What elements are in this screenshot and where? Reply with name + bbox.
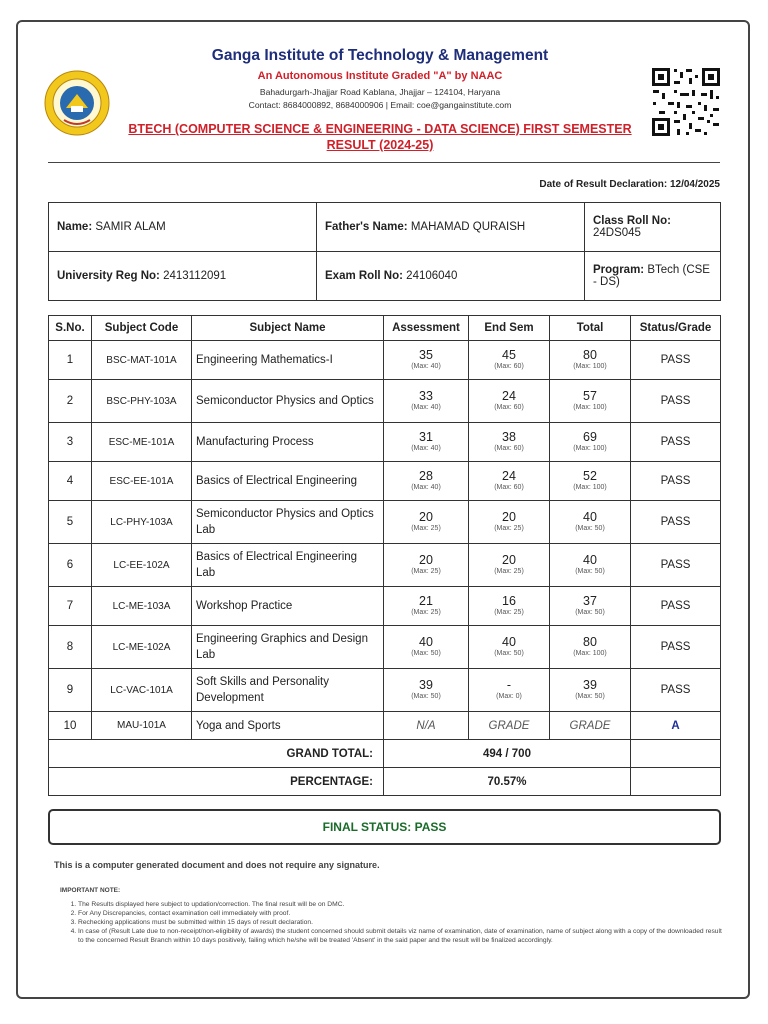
mark-value: 57 [583, 389, 597, 403]
mark-value: 45 [502, 348, 516, 362]
mark-max: (Max: 0) [496, 693, 522, 700]
header-assessment: Assessment [384, 316, 469, 341]
mark-max: (Max: 50) [575, 525, 605, 532]
mark-max: (Max: 100) [573, 445, 607, 452]
field-label: Class Roll No: [593, 215, 671, 227]
mark-max: (Max: 50) [494, 650, 524, 657]
field-label: Father's Name: [325, 221, 408, 233]
table-cell [550, 669, 631, 712]
header-divider [48, 162, 720, 163]
mark-value: 16 [502, 594, 516, 608]
note-item: 4. In case of (Result Late due to non-receipt/non-eligibility of awards) the student concerned should submit details viz name of examination, date of examination, name of subject along with a copy of the downloaded result to the concerned Result Branch within 10 days positively, failing which he/she will be treated 'Absent' in the said paper and the result will be finalized accordingly. [78, 927, 728, 945]
table-row [49, 587, 721, 626]
table-cell: Semiconductor Physics and Optics [192, 380, 384, 423]
table-row [49, 501, 721, 544]
table-cell: LC-PHY-103A [92, 501, 192, 544]
table-row [49, 423, 721, 462]
mark-value: 80 [583, 635, 597, 649]
mark-value: 35 [419, 348, 433, 362]
mark-value: 40 [419, 635, 433, 649]
table-cell: ESC-ME-101A [92, 423, 192, 462]
note-item: 3. Rechecking applications must be submitted within 15 days of result declaration. [78, 918, 728, 927]
table-cell [550, 380, 631, 423]
table-cell: 6 [49, 544, 92, 587]
table-cell: Basics of Electrical Engineering [192, 462, 384, 501]
table-cell: PASS [631, 544, 721, 587]
table-cell [469, 462, 550, 501]
table-cell [469, 626, 550, 669]
mark-max: (Max: 60) [494, 445, 524, 452]
table-cell [469, 380, 550, 423]
header-status: Status/Grade [631, 316, 721, 341]
mark-value: 40 [583, 553, 597, 567]
mark-max: (Max: 25) [411, 525, 441, 532]
mark-value: - [506, 678, 512, 692]
program-cell [585, 252, 721, 301]
table-cell: Manufacturing Process [192, 423, 384, 462]
table-cell: 5 [49, 501, 92, 544]
result-title: BTECH (COMPUTER SCIENCE & ENGINEERING - DATA SCIENCE) FIRST SEMESTER RESULT (2024-25) [128, 122, 632, 152]
mark-value: 21 [419, 594, 433, 608]
table-cell: 4 [49, 462, 92, 501]
table-cell: 8 [49, 626, 92, 669]
mark-max: (Max: 25) [494, 525, 524, 532]
table-cell: LC-ME-103A [92, 587, 192, 626]
table-cell: 1 [49, 341, 92, 380]
exam-roll: 24106040 [406, 270, 458, 282]
mark-max: (Max: 25) [494, 609, 524, 616]
header-total: Total [550, 316, 631, 341]
mark-max: (Max: 100) [573, 650, 607, 657]
header-subject-name: Subject Name [192, 316, 384, 341]
table-row [49, 341, 721, 380]
table-cell: Engineering Graphics and Design Lab [192, 626, 384, 669]
mark-max: (Max: 60) [494, 404, 524, 411]
table-cell [469, 423, 550, 462]
mark-value: 52 [583, 469, 597, 483]
table-cell: 7 [49, 587, 92, 626]
note-item: 1. The Results displayed here subject to updation/correction. The final result will be on DMC. [78, 900, 728, 909]
institute-contact: Contact: 8684000892, 8684000906 | Email: coe@gangainstitute.com [248, 100, 512, 110]
mark-value: 20 [502, 553, 516, 567]
table-cell: GRADE [550, 712, 631, 740]
table-row [49, 462, 721, 501]
mark-max: (Max: 50) [575, 693, 605, 700]
father-name-cell [317, 203, 585, 252]
table-cell: PASS [631, 587, 721, 626]
declaration-date: Date of Result Declaration: 12/04/2025 [539, 179, 720, 190]
table-cell: Semiconductor Physics and Optics Lab [192, 501, 384, 544]
table-cell: Yoga and Sports [192, 712, 384, 740]
mark-value: 40 [502, 635, 516, 649]
mark-max: (Max: 40) [411, 484, 441, 491]
field-label: Program: [593, 264, 645, 276]
mark-max: (Max: 25) [411, 568, 441, 575]
reg-no: 2413112091 [163, 270, 227, 282]
table-cell [550, 501, 631, 544]
table-cell [550, 587, 631, 626]
mark-max: (Max: 40) [411, 363, 441, 370]
mark-value: 33 [419, 389, 433, 403]
mark-value: 20 [502, 510, 516, 524]
computer-generated-note: This is a computer generated document and does not require any signature. [54, 860, 380, 870]
grand-total: 494 / 700 [384, 740, 631, 768]
table-cell [384, 626, 469, 669]
table-cell [469, 669, 550, 712]
table-cell [469, 501, 550, 544]
table-cell: PASS [631, 462, 721, 501]
mark-value: 80 [583, 348, 597, 362]
student-name-cell [49, 203, 317, 252]
table-cell: PASS [631, 626, 721, 669]
mark-value: 20 [419, 510, 433, 524]
final-status: FINAL STATUS: PASS [48, 809, 721, 845]
institute-accreditation: An Autonomous Institute Graded "A" by NAAC [257, 70, 503, 82]
table-cell [384, 501, 469, 544]
table-cell: LC-ME-102A [92, 626, 192, 669]
table-cell: PERCENTAGE: [49, 768, 384, 796]
mark-value: 39 [583, 678, 597, 692]
table-cell: Soft Skills and Personality Development [192, 669, 384, 712]
header-subject-code: Subject Code [92, 316, 192, 341]
note-item: 2. For Any Discrepancies, contact examination cell immediately with proof. [78, 909, 728, 918]
field-label: Name: [57, 221, 93, 233]
reg-no-cell [49, 252, 317, 301]
header-end-sem: End Sem [469, 316, 550, 341]
exam-roll-cell [317, 252, 585, 301]
table-cell: 10 [49, 712, 92, 740]
important-note-heading: IMPORTANT NOTE: [60, 887, 121, 894]
field-label: University Reg No: [57, 270, 160, 282]
mark-value: 38 [502, 430, 516, 444]
marks-table [48, 315, 721, 796]
table-row [49, 669, 721, 712]
grade-value: A [631, 712, 721, 740]
qr-code [650, 66, 722, 138]
table-cell: ESC-EE-101A [92, 462, 192, 501]
field-label: Exam Roll No: [325, 270, 403, 282]
table-cell: 3 [49, 423, 92, 462]
mark-value: 37 [583, 594, 597, 608]
table-row [49, 626, 721, 669]
mark-value: 28 [419, 469, 433, 483]
mark-max: (Max: 50) [575, 568, 605, 575]
table-cell [550, 341, 631, 380]
table-cell: PASS [631, 669, 721, 712]
father-name: MAHAMAD QURAISH [410, 221, 526, 233]
mark-value: 24 [502, 389, 516, 403]
mark-max: (Max: 60) [494, 363, 524, 370]
mark-value: 69 [583, 430, 597, 444]
table-cell [550, 626, 631, 669]
table-cell: Engineering Mathematics-I [192, 341, 384, 380]
table-cell: GRAND TOTAL: [49, 740, 384, 768]
grand-total-row [49, 740, 721, 768]
table-cell [631, 740, 721, 768]
table-cell [550, 544, 631, 587]
table-cell: BSC-MAT-101A [92, 341, 192, 380]
table-cell: PASS [631, 341, 721, 380]
table-cell [384, 341, 469, 380]
table-cell [631, 768, 721, 796]
mark-max: (Max: 50) [411, 693, 441, 700]
mark-max: (Max: 50) [575, 609, 605, 616]
table-cell [384, 423, 469, 462]
table-cell: MAU-101A [92, 712, 192, 740]
mark-max: (Max: 100) [573, 404, 607, 411]
table-cell [384, 380, 469, 423]
mark-max: (Max: 40) [411, 404, 441, 411]
mark-max: (Max: 40) [411, 445, 441, 452]
table-cell: 2 [49, 380, 92, 423]
table-cell [384, 669, 469, 712]
table-cell [469, 341, 550, 380]
mark-value: 40 [583, 510, 597, 524]
mark-max: (Max: 50) [411, 650, 441, 657]
institute-name: Ganga Institute of Technology & Management [211, 47, 549, 64]
class-roll: 24DS045 [593, 227, 641, 239]
percentage: 70.57% [384, 768, 631, 796]
table-row-grade [49, 712, 721, 740]
table-cell [469, 544, 550, 587]
table-cell: N/A [384, 712, 469, 740]
table-row [49, 544, 721, 587]
table-row [49, 380, 721, 423]
table-cell: PASS [631, 423, 721, 462]
table-cell [469, 587, 550, 626]
header-sno: S.No. [49, 316, 92, 341]
mark-value: 24 [502, 469, 516, 483]
table-cell: Basics of Electrical Engineering Lab [192, 544, 384, 587]
mark-value: 20 [419, 553, 433, 567]
table-cell [384, 462, 469, 501]
table-cell: GRADE [469, 712, 550, 740]
table-cell: 9 [49, 669, 92, 712]
mark-max: (Max: 60) [494, 484, 524, 491]
table-cell: LC-EE-102A [92, 544, 192, 587]
table-cell [550, 462, 631, 501]
mark-value: 39 [419, 678, 433, 692]
mark-max: (Max: 25) [411, 609, 441, 616]
table-cell [384, 544, 469, 587]
class-roll-cell [585, 203, 721, 252]
marks-header-row [49, 316, 721, 341]
table-cell [550, 423, 631, 462]
table-cell: Workshop Practice [192, 587, 384, 626]
percentage-row [49, 768, 721, 796]
important-notes-list [64, 900, 728, 945]
mark-max: (Max: 100) [573, 363, 607, 370]
mark-max: (Max: 25) [494, 568, 524, 575]
mark-value: 31 [419, 430, 433, 444]
table-cell: PASS [631, 501, 721, 544]
table-cell: BSC-PHY-103A [92, 380, 192, 423]
institute-address: Bahadurgarh-Jhajjar Road Kablana, Jhajjar – 124104, Haryana [259, 87, 501, 97]
student-info-table [48, 202, 721, 301]
mark-max: (Max: 100) [573, 484, 607, 491]
student-name: SAMIR ALAM [95, 221, 166, 233]
table-cell: LC-VAC-101A [92, 669, 192, 712]
program: BTech (CSE - DS) [593, 264, 710, 288]
institute-logo [44, 70, 110, 136]
table-cell: PASS [631, 380, 721, 423]
table-cell [384, 587, 469, 626]
